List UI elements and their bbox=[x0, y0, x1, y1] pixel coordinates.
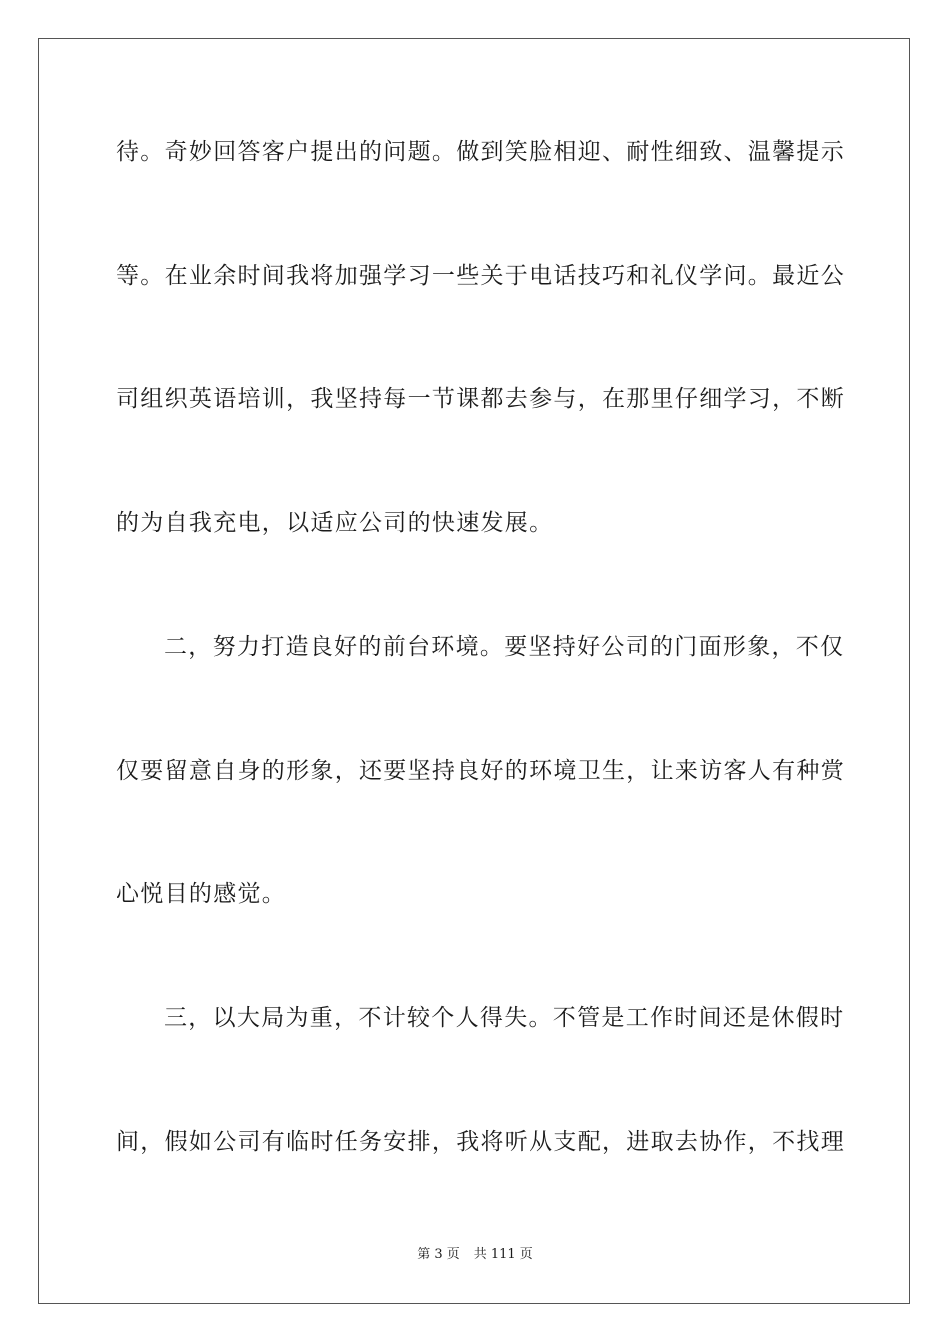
body-line: 仅要留意自身的形象，还要坚持良好的环境卫生，让来访客人有种赏 bbox=[116, 758, 845, 784]
body-line: 司组织英语培训，我坚持每一节课都去参与，在那里仔细学习，不断 bbox=[116, 386, 845, 412]
paragraph-start-line: 二，努力打造良好的前台环境。要坚持好公司的门面形象，不仅 bbox=[164, 634, 845, 660]
page-footer bbox=[0, 1246, 950, 1264]
body-line: 间，假如公司有临时任务安排，我将听从支配，进取去协作，不找理 bbox=[116, 1129, 845, 1155]
page-total: 共 111 页 bbox=[473, 1247, 533, 1262]
body-line: 心悦目的感觉。 bbox=[116, 881, 287, 907]
body-line: 等。在业余时间我将加强学习一些关于电话技巧和礼仪学问。最近公 bbox=[116, 263, 845, 289]
body-line: 的为自我充电，以适应公司的快速发展。 bbox=[116, 510, 554, 536]
paragraph-start-line: 三，以大局为重，不计较个人得失。不管是工作时间还是休假时 bbox=[164, 1005, 845, 1031]
page-border bbox=[38, 38, 910, 1304]
page-number: 第 3 页 bbox=[417, 1247, 460, 1262]
body-line: 待。奇妙回答客户提出的问题。做到笑脸相迎、耐性细致、温馨提示 bbox=[116, 139, 845, 165]
